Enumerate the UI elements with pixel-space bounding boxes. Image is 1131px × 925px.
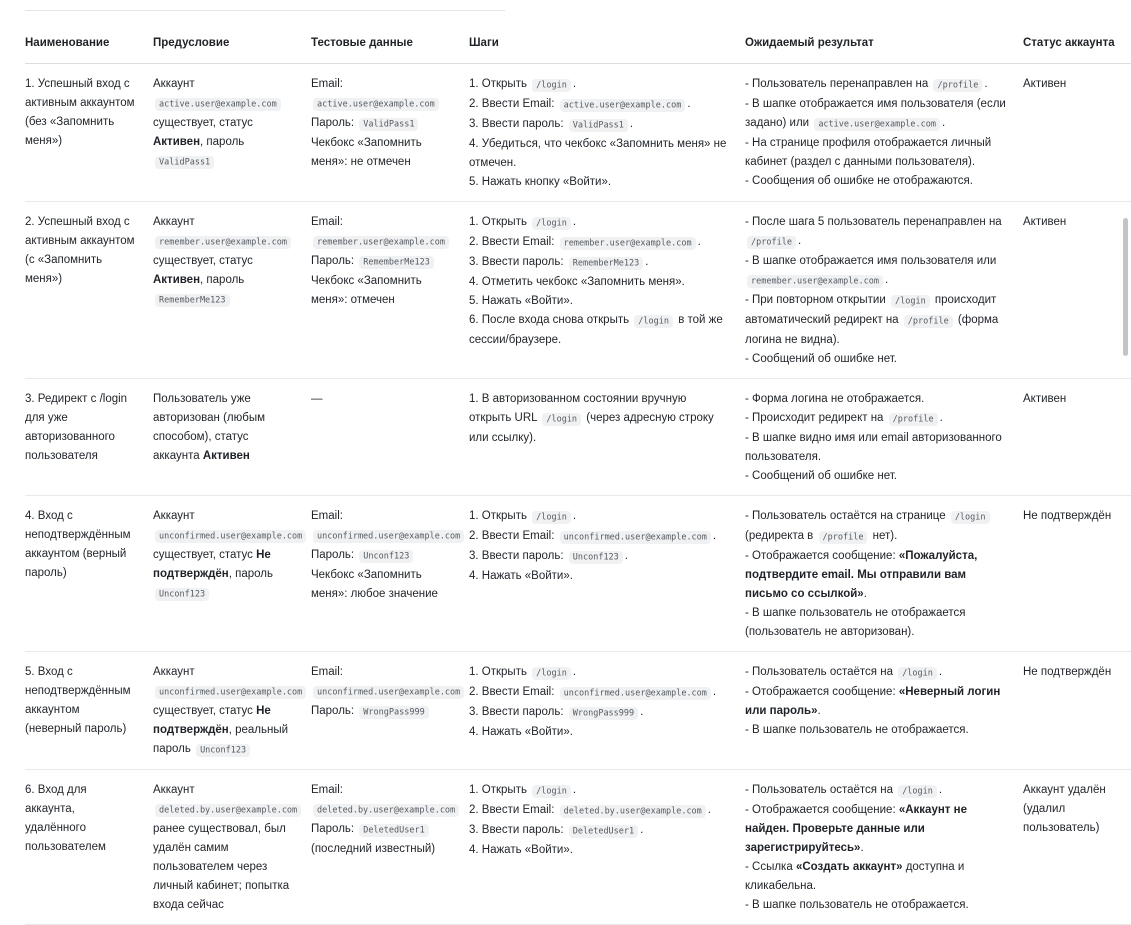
cell-name xyxy=(25,496,153,652)
text-line: Аккаунт unconfirmed.user@example.com существует, статус Не подтверждён, реальный пароль Unconf123 xyxy=(153,663,297,760)
inline-code: unconfirmed.user@example.com xyxy=(155,530,306,543)
inline-code: /login xyxy=(951,511,990,524)
inline-code: Unconf123 xyxy=(359,550,413,563)
inline-code: ValidPass1 xyxy=(569,119,628,132)
inline-code: active.user@example.com xyxy=(313,98,439,111)
text-line: - После шага 5 пользователь перенаправлен на /profile . xyxy=(745,216,1002,247)
inline-code: remember.user@example.com xyxy=(747,275,883,288)
cell-test_data xyxy=(311,652,469,770)
column-header-account-status: Статус аккаунта xyxy=(1023,26,1131,64)
text-line: 3. Ввести пароль: Unconf123 . xyxy=(469,550,628,562)
inline-code: WrongPass999 xyxy=(359,706,428,719)
text-line: - Отображается сообщение: «Неверный логин или пароль». xyxy=(745,686,1001,717)
column-header-name: Наименование xyxy=(25,26,153,64)
column-header-expected-result: Ожидаемый результат xyxy=(745,26,1023,64)
cell-precondition xyxy=(153,64,311,202)
inline-code: active.user@example.com xyxy=(560,99,686,112)
text-line: 3. Ввести пароль: ValidPass1 . xyxy=(469,118,634,130)
inline-code: unconfirmed.user@example.com xyxy=(560,531,711,544)
text-line: 5. Вход с неподтверждённым аккаунтом (неверный пароль) xyxy=(25,666,131,735)
text-line: 3. Ввести пароль: WrongPass999 . xyxy=(469,706,644,718)
table-row xyxy=(25,202,1131,379)
inline-code: /login xyxy=(532,785,571,798)
text-line: 4. Нажать «Войти». xyxy=(469,570,573,582)
text-line: - Отображается сообщение: «Пожалуйста, подтвердите email. Мы отправили вам письмо со ссылкой». xyxy=(745,550,978,600)
text-line: - В шапке видно имя или email авторизованного пользователя. xyxy=(745,432,1002,463)
text-line: Аккаунт active.user@example.com существует, статус Активен, пароль ValidPass1 xyxy=(153,75,297,172)
text-line: 2. Ввести Email: unconfirmed.user@example.com . xyxy=(469,530,717,542)
inline-code: /login xyxy=(532,79,571,92)
text-line: Активен xyxy=(1023,78,1067,90)
text-line: - Пользователь остаётся на /login . xyxy=(745,784,943,796)
text-line: Активен xyxy=(1023,216,1067,228)
column-header-steps: Шаги xyxy=(469,26,745,64)
text-line: 1. Открыть /login . xyxy=(469,78,577,90)
text-line: Email: active.user@example.com Пароль: ValidPass1 Чекбокс «Запомнить меня»: не отмечен xyxy=(311,75,455,172)
cell-status xyxy=(1023,379,1131,496)
cell-status xyxy=(1023,496,1131,652)
text-line: Активен xyxy=(1023,393,1067,405)
text-line: - Сообщений об ошибке нет. xyxy=(745,470,897,482)
text-line: Не подтверждён xyxy=(1023,510,1112,522)
inline-code: RememberMe123 xyxy=(569,257,644,270)
text-line: 5. Нажать кнопку «Войти». xyxy=(469,176,612,188)
inline-code: WrongPass999 xyxy=(569,707,638,720)
inline-code: unconfirmed.user@example.com xyxy=(155,686,306,699)
cell-steps xyxy=(469,652,745,770)
text-line: 5. Нажать «Войти». xyxy=(469,295,573,307)
text-line: 2. Ввести Email: remember.user@example.com . xyxy=(469,236,701,248)
bold-text: Не подтверждён xyxy=(153,705,271,736)
text-line: - Сообщения об ошибке не отображаются. xyxy=(745,175,973,187)
inline-code: /login xyxy=(542,413,581,426)
inline-code: remember.user@example.com xyxy=(560,237,696,250)
cell-name xyxy=(25,202,153,379)
cell-test_data xyxy=(311,496,469,652)
text-line: - На странице профиля отображается личный кабинет (раздел с данными пользователя). xyxy=(745,137,992,168)
inline-code: /login xyxy=(634,315,673,328)
text-line: 1. Открыть /login . xyxy=(469,666,577,678)
table-header-row xyxy=(25,26,1131,64)
cell-precondition xyxy=(153,652,311,770)
bold-text: Активен xyxy=(153,274,201,286)
cell-test_data xyxy=(311,379,469,496)
text-line: 1. Открыть /login . xyxy=(469,784,577,796)
text-line: - Отображается сообщение: «Аккаунт не найден. Проверьте данные или зарегистрируйтесь». xyxy=(745,804,967,854)
text-line: 1. Открыть /login . xyxy=(469,216,577,228)
cell-steps xyxy=(469,379,745,496)
cell-test_data xyxy=(311,202,469,379)
text-line: - Пользователь остаётся на /login . xyxy=(745,666,943,678)
top-divider xyxy=(25,10,505,11)
text-line: 2. Успешный вход с активным аккаунтом (с «Запомнить меня») xyxy=(25,216,135,285)
text-line: - Ссылка «Создать аккаунт» доступна и кликабельна. xyxy=(745,861,965,892)
text-line: 3. Ввести пароль: RememberMe123 . xyxy=(469,256,649,268)
inline-code: Unconf123 xyxy=(196,744,250,757)
inline-code: deleted.by.user@example.com xyxy=(560,805,706,818)
inline-code: /login xyxy=(532,667,571,680)
inline-code: /login xyxy=(532,511,571,524)
text-line: Аккаунт удалён (удалил пользователь) xyxy=(1023,784,1106,834)
inline-code: DeletedUser1 xyxy=(359,824,428,837)
bold-text: «Пожалуйста, подтвердите email. Мы отправили вам письмо со ссылкой» xyxy=(745,550,978,600)
inline-code: Unconf123 xyxy=(155,588,209,601)
inline-code: deleted.by.user@example.com xyxy=(155,804,301,817)
inline-code: RememberMe123 xyxy=(155,294,230,307)
inline-code: DeletedUser1 xyxy=(569,825,638,838)
text-line: 4. Вход с неподтверждённым аккаунтом (верный пароль) xyxy=(25,510,131,579)
text-line: — xyxy=(311,393,323,405)
text-line: 2. Ввести Email: deleted.by.user@example.com . xyxy=(469,804,711,816)
table-row xyxy=(25,379,1131,496)
bold-text: Активен xyxy=(202,450,250,462)
cell-expected xyxy=(745,770,1023,925)
text-line: - В шапке пользователь не отображается. xyxy=(745,724,969,736)
cell-steps xyxy=(469,202,745,379)
inline-code: RememberMe123 xyxy=(359,256,434,269)
inline-code: /login xyxy=(891,295,930,308)
cell-status xyxy=(1023,652,1131,770)
cell-name xyxy=(25,64,153,202)
bold-text: Активен xyxy=(153,136,201,148)
text-line: 1. Успешный вход с активным аккаунтом (без «Запомнить меня») xyxy=(25,78,135,147)
inline-code: /profile xyxy=(904,315,953,328)
text-line: Аккаунт deleted.by.user@example.com ранее существовал, был удалён самим пользователем через личный кабинет; попытка входа сейчас xyxy=(153,781,297,915)
cell-steps xyxy=(469,496,745,652)
text-line: - Пользователь перенаправлен на /profile . xyxy=(745,78,988,90)
text-line: 4. Нажать «Войти». xyxy=(469,844,573,856)
test-cases-table xyxy=(25,26,1131,925)
text-line: 1. Открыть /login . xyxy=(469,510,577,522)
table-row xyxy=(25,496,1131,652)
inline-code: /login xyxy=(898,667,937,680)
table-body xyxy=(25,64,1131,925)
bold-text: «Неверный логин или пароль» xyxy=(745,686,1001,717)
cell-precondition xyxy=(153,202,311,379)
text-line: 2. Ввести Email: active.user@example.com . xyxy=(469,98,691,110)
text-line: 3. Ввести пароль: DeletedUser1 . xyxy=(469,824,644,836)
column-header-precondition: Предусловие xyxy=(153,26,311,64)
inline-code: /login xyxy=(898,785,937,798)
cell-precondition xyxy=(153,770,311,925)
cell-name xyxy=(25,379,153,496)
text-line: Email: unconfirmed.user@example.com Пароль: WrongPass999 xyxy=(311,663,455,722)
bold-text: Не подтверждён xyxy=(153,549,271,580)
text-line: Аккаунт unconfirmed.user@example.com существует, статус Не подтверждён, пароль Unconf123 xyxy=(153,507,297,604)
inline-code: ValidPass1 xyxy=(155,156,214,169)
inline-code: unconfirmed.user@example.com xyxy=(313,686,464,699)
inline-code: remember.user@example.com xyxy=(155,236,291,249)
text-line: 1. В авторизованном состоянии вручную открыть URL /login (через адресную строку или ссылку). xyxy=(469,393,714,444)
text-line: 4. Отметить чекбокс «Запомнить меня». xyxy=(469,276,685,288)
text-line: - Сообщений об ошибке нет. xyxy=(745,353,897,365)
bold-text: «Создать аккаунт» xyxy=(795,861,903,873)
cell-status xyxy=(1023,64,1131,202)
cell-steps xyxy=(469,64,745,202)
cell-expected xyxy=(745,652,1023,770)
inline-code: /profile xyxy=(747,236,796,249)
cell-name xyxy=(25,652,153,770)
inline-code: /login xyxy=(532,217,571,230)
inline-code: unconfirmed.user@example.com xyxy=(313,530,464,543)
text-line: - В шапке отображается имя пользователя или remember.user@example.com . xyxy=(745,255,997,286)
text-line: Email: deleted.by.user@example.com Пароль: DeletedUser1 (последний известный) xyxy=(311,781,455,859)
cell-status xyxy=(1023,770,1131,925)
column-header-test-data: Тестовые данные xyxy=(311,26,469,64)
bold-text: «Аккаунт не найден. Проверьте данные или зарегистрируйтесь» xyxy=(745,804,967,854)
inline-code: /profile xyxy=(933,79,982,92)
inline-code: remember.user@example.com xyxy=(313,236,449,249)
text-line: Аккаунт remember.user@example.com существует, статус Активен, пароль RememberMe123 xyxy=(153,213,297,310)
table-row xyxy=(25,64,1131,202)
inline-code: /profile xyxy=(819,531,868,544)
inline-code: ValidPass1 xyxy=(359,118,418,131)
cell-expected xyxy=(745,64,1023,202)
cell-test_data xyxy=(311,770,469,925)
inline-code: unconfirmed.user@example.com xyxy=(560,687,711,700)
text-line: - Форма логина не отображается. xyxy=(745,393,925,405)
text-line: 2. Ввести Email: unconfirmed.user@example.com . xyxy=(469,686,717,698)
inline-code: Unconf123 xyxy=(569,551,623,564)
inline-code: /profile xyxy=(889,413,938,426)
text-line: Email: unconfirmed.user@example.com Пароль: Unconf123 Чекбокс «Запомнить меня»: любое значение xyxy=(311,507,455,604)
cell-precondition xyxy=(153,496,311,652)
cell-test_data xyxy=(311,64,469,202)
text-line: Email: remember.user@example.com Пароль: RememberMe123 Чекбокс «Запомнить меня»: отмечен xyxy=(311,213,455,310)
cell-status xyxy=(1023,202,1131,379)
inline-code: active.user@example.com xyxy=(155,98,281,111)
cell-expected xyxy=(745,379,1023,496)
text-line: 3. Редирект с /login для уже авторизованного пользователя xyxy=(25,393,128,462)
inline-code: active.user@example.com xyxy=(814,118,940,131)
text-line: 6. После входа снова открыть /login в той же сессии/браузере. xyxy=(469,314,723,346)
text-line: - Пользователь остаётся на странице /login (редиректа в /profile нет). xyxy=(745,507,1009,547)
cell-precondition xyxy=(153,379,311,496)
text-line: - Происходит редирект на /profile . xyxy=(745,412,943,424)
table-row xyxy=(25,652,1131,770)
text-line: - В шапке пользователь не отображается (пользователь не авторизован). xyxy=(745,607,966,638)
text-line: - При повторном открытии /login происходит автоматический редирект на /profile (форма логина не видна). xyxy=(745,294,999,346)
vertical-scrollbar-thumb[interactable] xyxy=(1123,218,1128,356)
text-line: - В шапке пользователь не отображается. xyxy=(745,899,969,911)
table-row xyxy=(25,770,1131,925)
text-line: 6. Вход для аккаунта, удалённого пользователем xyxy=(25,784,106,853)
inline-code: deleted.by.user@example.com xyxy=(313,804,459,817)
text-line: 4. Убедиться, что чекбокс «Запомнить меня» не отмечен. xyxy=(469,138,727,169)
cell-steps xyxy=(469,770,745,925)
cell-name xyxy=(25,770,153,925)
cell-expected xyxy=(745,202,1023,379)
text-line: 4. Нажать «Войти». xyxy=(469,726,573,738)
text-line: - В шапке отображается имя пользователя (если задано) или active.user@example.com . xyxy=(745,98,1006,129)
text-line: Не подтверждён xyxy=(1023,666,1112,678)
text-line: Пользователь уже авторизован (любым способом), статус аккаунта Активен xyxy=(153,393,265,462)
cell-expected xyxy=(745,496,1023,652)
